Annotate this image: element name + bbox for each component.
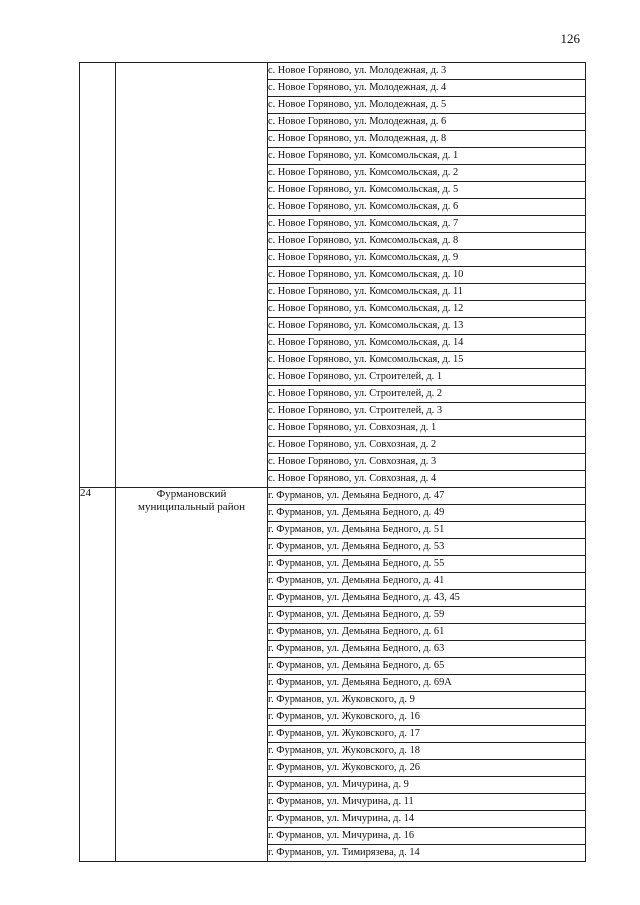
address-table-body [80,63,586,862]
address-cell: с. Новое Горяново, ул. Строителей, д. 1 [268,369,586,386]
address-cell: г. Фурманов, ул. Мичурина, д. 11 [268,794,586,811]
address-cell: с. Новое Горяново, ул. Комсомольская, д. 9 [268,250,586,267]
address-cell: г. Фурманов, ул. Жуковского, д. 26 [268,760,586,777]
address-cell: с. Новое Горяново, ул. Комсомольская, д. 1 [268,148,586,165]
table-row [80,63,586,80]
address-cell: г. Фурманов, ул. Демьяна Бедного, д. 43, 45 [268,590,586,607]
address-cell: г. Фурманов, ул. Мичурина, д. 9 [268,777,586,794]
address-table [79,62,586,862]
address-cell: г. Фурманов, ул. Демьяна Бедного, д. 69А [268,675,586,692]
address-cell: с. Новое Горяново, ул. Молодежная, д. 5 [268,97,586,114]
address-cell: г. Фурманов, ул. Демьяна Бедного, д. 55 [268,556,586,573]
address-cell: с. Новое Горяново, ул. Молодежная, д. 8 [268,131,586,148]
address-cell: г. Фурманов, ул. Демьяна Бедного, д. 51 [268,522,586,539]
address-cell: с. Новое Горяново, ул. Комсомольская, д. 6 [268,199,586,216]
address-cell: с. Новое Горяново, ул. Комсомольская, д. 7 [268,216,586,233]
address-cell: с. Новое Горяново, ул. Комсомольская, д. 2 [268,165,586,182]
address-cell: с. Новое Горяново, ул. Комсомольская, д. 8 [268,233,586,250]
address-cell: г. Фурманов, ул. Жуковского, д. 18 [268,743,586,760]
address-cell: с. Новое Горяново, ул. Строителей, д. 2 [268,386,586,403]
address-cell: г. Фурманов, ул. Демьяна Бедного, д. 41 [268,573,586,590]
row-number-cell: 24 [80,488,116,862]
address-cell: г. Фурманов, ул. Демьяна Бедного, д. 63 [268,641,586,658]
page-number: 126 [560,31,580,46]
address-cell: г. Фурманов, ул. Демьяна Бедного, д. 61 [268,624,586,641]
address-cell: г. Фурманов, ул. Жуковского, д. 9 [268,692,586,709]
address-cell: с. Новое Горяново, ул. Молодежная, д. 4 [268,80,586,97]
address-cell: с. Новое Горяново, ул. Совхозная, д. 3 [268,454,586,471]
address-cell: г. Фурманов, ул. Демьяна Бедного, д. 47 [268,488,586,505]
address-cell: г. Фурманов, ул. Демьяна Бедного, д. 53 [268,539,586,556]
address-cell: г. Фурманов, ул. Демьяна Бедного, д. 59 [268,607,586,624]
district-cell [116,488,268,862]
address-cell: с. Новое Горяново, ул. Комсомольская, д. 5 [268,182,586,199]
address-cell: г. Фурманов, ул. Демьяна Бедного, д. 49 [268,505,586,522]
address-cell: с. Новое Горяново, ул. Совхозная, д. 4 [268,471,586,488]
address-cell: с. Новое Горяново, ул. Молодежная, д. 3 [268,63,586,80]
address-cell: с. Новое Горяново, ул. Совхозная, д. 2 [268,437,586,454]
address-cell: с. Новое Горяново, ул. Комсомольская, д. 11 [268,284,586,301]
address-cell: г. Фурманов, ул. Мичурина, д. 16 [268,828,586,845]
address-cell: с. Новое Горяново, ул. Комсомольская, д. 12 [268,301,586,318]
address-cell: г. Фурманов, ул. Мичурина, д. 14 [268,811,586,828]
address-cell: с. Новое Горяново, ул. Комсомольская, д. 14 [268,335,586,352]
address-cell: с. Новое Горяново, ул. Молодежная, д. 6 [268,114,586,131]
district-name-line: муниципальный район [138,501,245,514]
row-number-cell [80,63,116,488]
table-row [80,488,586,505]
address-cell: с. Новое Горяново, ул. Комсомольская, д. 10 [268,267,586,284]
address-cell: г. Фурманов, ул. Демьяна Бедного, д. 65 [268,658,586,675]
address-cell: г. Фурманов, ул. Жуковского, д. 17 [268,726,586,743]
address-cell: г. Фурманов, ул. Жуковского, д. 16 [268,709,586,726]
address-cell: с. Новое Горяново, ул. Строителей, д. 3 [268,403,586,420]
district-cell [116,63,268,488]
address-cell: г. Фурманов, ул. Тимирязева, д. 14 [268,845,586,862]
district-name-line: Фурмановский [156,488,227,500]
address-cell: с. Новое Горяново, ул. Комсомольская, д. 15 [268,352,586,369]
address-cell: с. Новое Горяново, ул. Комсомольская, д. 13 [268,318,586,335]
address-cell: с. Новое Горяново, ул. Совхозная, д. 1 [268,420,586,437]
